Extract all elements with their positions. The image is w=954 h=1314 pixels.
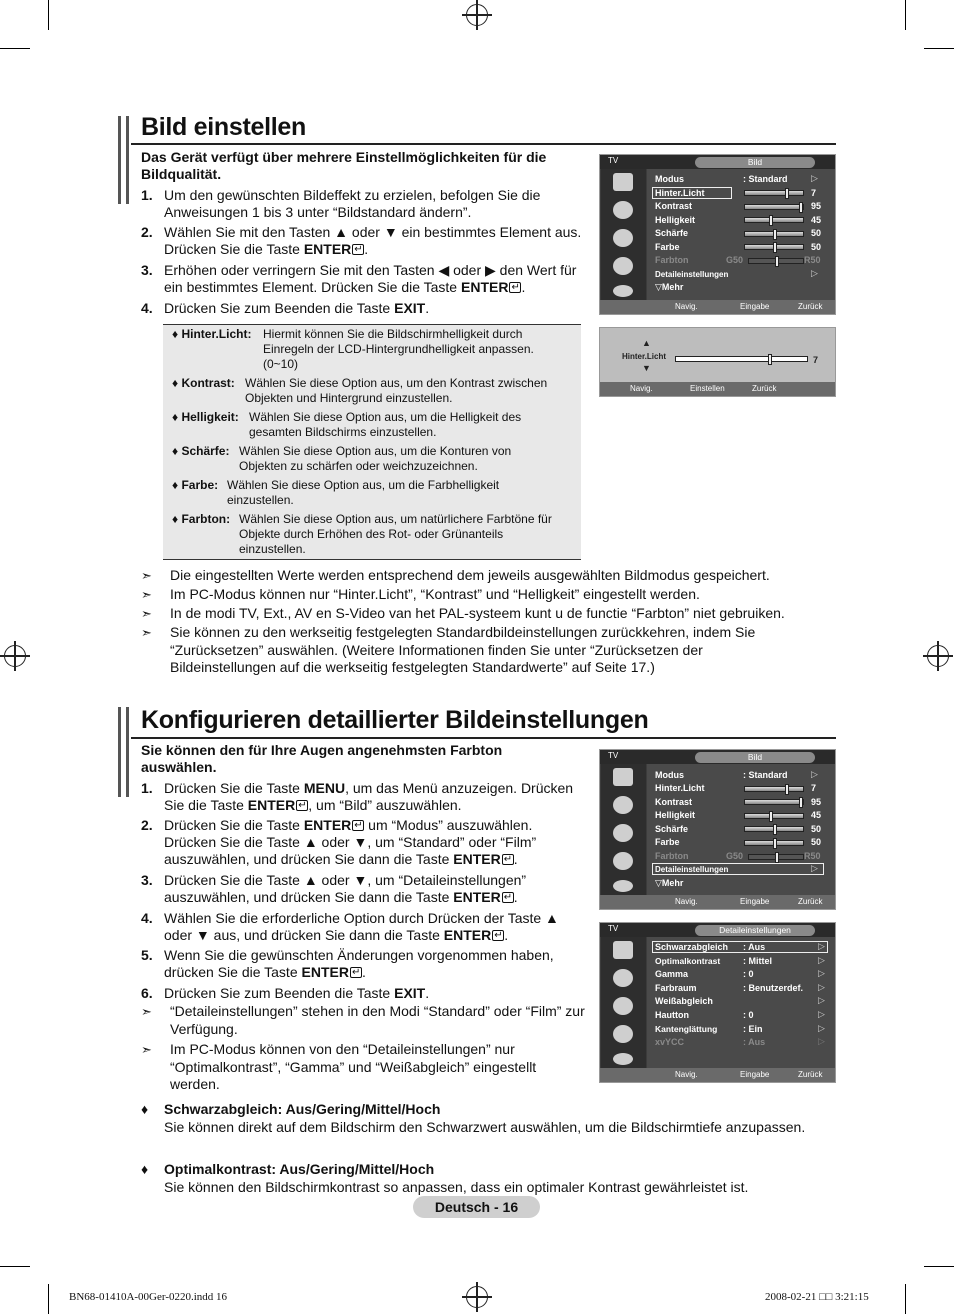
sound-icon bbox=[613, 969, 633, 987]
section-bar bbox=[126, 116, 129, 204]
enter-icon bbox=[509, 282, 521, 293]
sound-icon bbox=[613, 796, 633, 814]
option-helligkeit: ♦ Helligkeit: Wählen Sie diese Option aus, um die Helligkeit des gesamten Bildschirms einzustellen. bbox=[172, 410, 522, 439]
slider bbox=[744, 190, 804, 196]
section-bar bbox=[126, 707, 129, 797]
slider bbox=[744, 231, 804, 237]
osd-detail-settings-menu: TV Detaileinstellungen Schwarzabgleich : Aus ▷ Optimalkontrast : Mittel ▷ Gamma : 0 ▷ Farbraum : Benutzerdef. ▷ Weißabgleich ▷ Hautton : 0 ▷ Kantenglättung : Ein ▷ xvYCC : Aus ▷ Navig. Eingabe Zurück bbox=[599, 922, 836, 1083]
section-rule bbox=[131, 143, 836, 145]
print-date: 2008-02-21 □□ 3:21:15 bbox=[765, 1291, 869, 1303]
section-bar bbox=[118, 707, 121, 797]
picture-icon bbox=[613, 173, 633, 191]
crop-mark bbox=[48, 1284, 49, 1314]
option-farbe: ♦ Farbe: Wählen Sie diese Option aus, um die Farbhelligkeit einzustellen. bbox=[172, 478, 500, 507]
slider bbox=[675, 356, 808, 362]
slider bbox=[744, 244, 804, 250]
note-arrow-icon: ➣ bbox=[141, 1004, 152, 1019]
registration-mark-icon bbox=[466, 4, 488, 26]
note-arrow-icon: ➣ bbox=[141, 568, 152, 583]
osd-picture-menu: TV Bild Modus : Standard ▷ Hinter.Licht 7 Kontrast 95 Helligkeit 45 Schärfe 50 Farbe 50 Farbton G50 R50 Detaileinstellungen ▷ ▽Mehr Navig. Eingabe Zurück bbox=[599, 154, 836, 315]
note-arrow-icon: ➣ bbox=[141, 587, 152, 602]
enter-icon bbox=[502, 892, 514, 903]
crop-mark bbox=[0, 48, 30, 49]
registration-mark-icon bbox=[466, 1286, 488, 1308]
options-box bbox=[163, 324, 581, 560]
page-number-badge: Deutsch - 16 bbox=[413, 1196, 540, 1218]
file-info: BN68-01410A-00Ger-0220.indd 16 bbox=[69, 1291, 228, 1303]
option-hinterlicht: ♦ Hinter.Licht: Hiermit können Sie die Bildschirmhelligkeit durch Einregeln der LCD-Hintergrundhelligkeit anpassen. (0~10) bbox=[172, 327, 534, 371]
channel-icon bbox=[613, 997, 633, 1015]
picture-icon bbox=[613, 768, 633, 786]
enter-icon bbox=[502, 854, 514, 865]
setup-icon bbox=[613, 257, 633, 275]
slider bbox=[748, 258, 804, 264]
crop-mark bbox=[48, 0, 49, 30]
slider bbox=[744, 799, 804, 805]
section-intro: Sie können den für Ihre Augen angenehmsten Farbton auswählen. bbox=[141, 742, 503, 775]
registration-mark-icon bbox=[927, 645, 949, 667]
slider bbox=[748, 854, 804, 860]
enter-icon bbox=[350, 967, 362, 978]
crop-mark bbox=[0, 1266, 30, 1267]
crop-mark bbox=[924, 1266, 954, 1267]
option-schaerfe: ♦ Schärfe: Wählen Sie diese Option aus, um die Konturen von Objekten zu schärfen oder weichzuzeichnen. bbox=[172, 444, 512, 473]
sound-icon bbox=[613, 201, 633, 219]
enter-icon bbox=[352, 244, 364, 255]
channel-icon bbox=[613, 824, 633, 842]
slider bbox=[744, 826, 804, 832]
enter-icon bbox=[492, 930, 504, 941]
slider bbox=[744, 217, 804, 223]
note-arrow-icon: ➣ bbox=[141, 606, 152, 621]
enter-icon bbox=[296, 800, 308, 811]
option-farbton: ♦ Farbton: Wählen Sie diese Option aus, um natürlichere Farbtöne für Objekte durch Erhöhen des Rot- oder Grünanteils einzustellen. bbox=[172, 512, 552, 556]
note-arrow-icon: ➣ bbox=[141, 1042, 152, 1057]
option-kontrast: ♦ Kontrast: Wählen Sie diese Option aus, um den Kontrast zwischen Objekten und Hintergrund einzustellen. bbox=[172, 376, 548, 405]
osd-picture-menu: TV Bild Modus : Standard ▷ Hinter.Licht 7 Kontrast 95 Helligkeit 45 Schärfe 50 Farbe 50 Farbton G50 R50 Detaileinstellungen ▷ ▽Mehr Navig. Eingabe Zurück bbox=[599, 749, 836, 910]
slider bbox=[744, 786, 804, 792]
enter-icon bbox=[352, 820, 364, 831]
osd-backlight-adjust: ▲ Hinter.Licht 7 ▼ Navig. Einstellen Zurück bbox=[599, 327, 836, 397]
section-rule bbox=[131, 737, 836, 739]
section-title: Bild einstellen bbox=[141, 113, 306, 141]
note-arrow-icon: ➣ bbox=[141, 625, 152, 640]
input-icon bbox=[613, 1053, 633, 1065]
input-icon bbox=[613, 880, 633, 892]
section-bar bbox=[118, 116, 121, 204]
slider bbox=[744, 840, 804, 846]
channel-icon bbox=[613, 229, 633, 247]
input-icon bbox=[613, 285, 633, 297]
setup-icon bbox=[613, 1025, 633, 1043]
crop-mark bbox=[924, 48, 954, 49]
crop-mark bbox=[905, 0, 906, 30]
section-intro: Das Gerät verfügt über mehrere Einstellmöglichkeiten für die Bildqualität. bbox=[141, 149, 547, 182]
slider bbox=[744, 204, 804, 210]
picture-icon bbox=[613, 941, 633, 959]
slider bbox=[744, 813, 804, 819]
setup-icon bbox=[613, 852, 633, 870]
registration-mark-icon bbox=[4, 645, 26, 667]
crop-mark bbox=[905, 1284, 906, 1314]
section-title: Konfigurieren detaillierter Bildeinstellungen bbox=[141, 706, 649, 734]
